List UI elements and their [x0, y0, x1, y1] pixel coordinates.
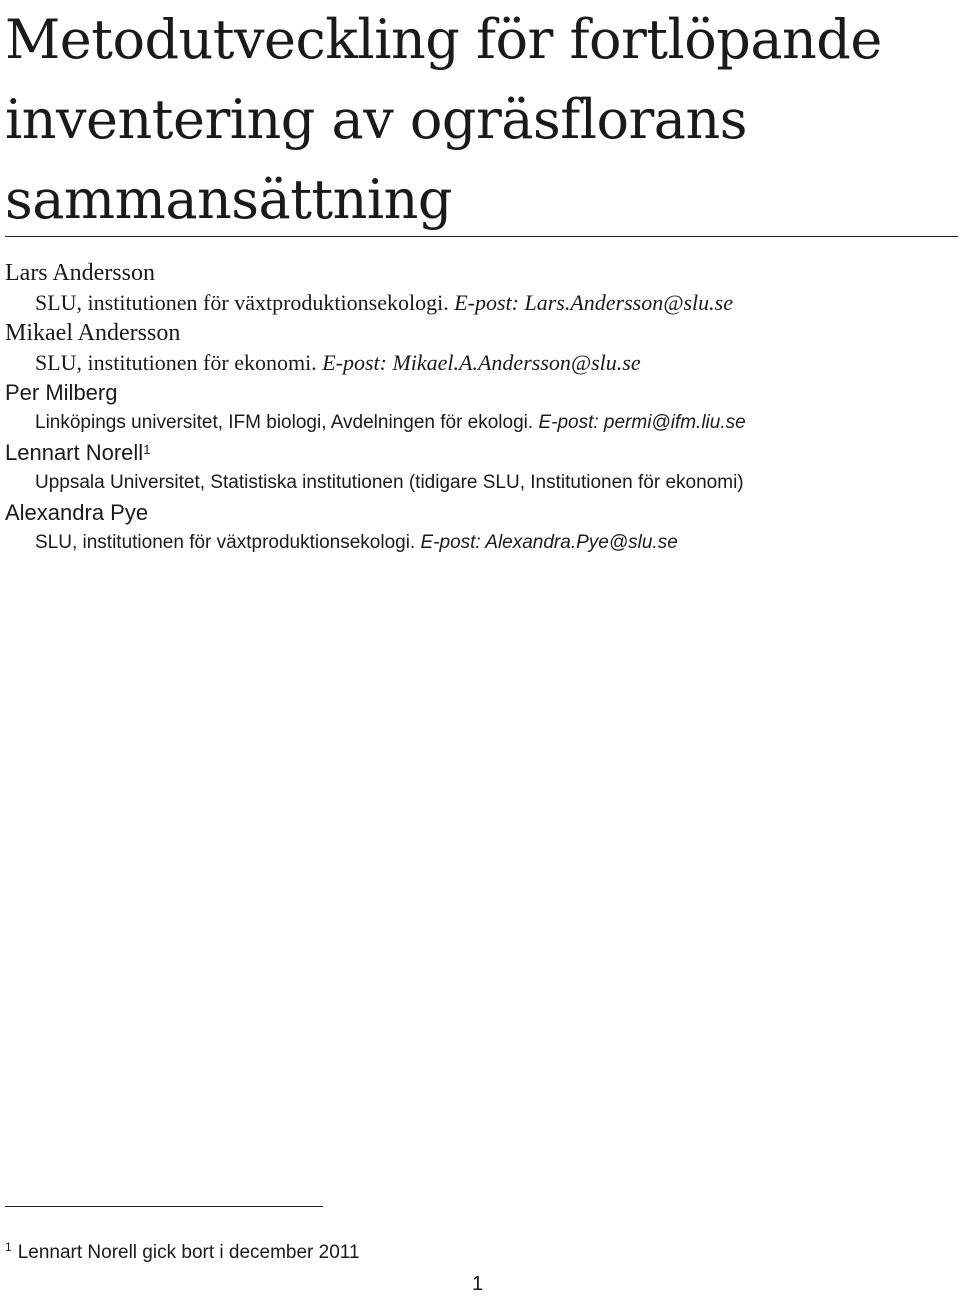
affiliation-text: Uppsala Universitet, Statistiska institutionen (tidigare SLU, Institutionen för ekonomi)	[35, 472, 744, 493]
author-entry	[5, 378, 960, 438]
author-affiliation	[5, 408, 960, 438]
footnote-text: Lennart Norell gick bort i december 2011	[17, 1242, 360, 1263]
affiliation-text: Linköpings universitet, IFM biologi, Avdelningen för ekologi.	[35, 412, 534, 433]
page-number: 1	[472, 1273, 484, 1295]
author-affiliation	[5, 528, 960, 558]
author-email[interactable]: E-post: Alexandra.Pye@slu.se	[420, 532, 678, 553]
author-entry	[5, 318, 960, 378]
author-entry	[5, 258, 960, 318]
affiliation-text: SLU, institutionen för växtproduktionsekologi.	[35, 532, 416, 553]
footnote-mark: 1	[5, 1240, 12, 1254]
title-line: Metodutveckling för fortlöpande	[5, 8, 882, 71]
affiliation-text: SLU, institutionen för ekonomi.	[35, 350, 317, 375]
author-email[interactable]: E-post: Lars.Andersson@slu.se	[454, 290, 733, 315]
author-name: Per Milberg	[5, 380, 118, 405]
author-name	[5, 438, 960, 468]
author-affiliation	[5, 288, 960, 318]
author-name: Mikael Andersson	[5, 320, 181, 346]
author-entry	[5, 498, 960, 558]
author-name: Alexandra Pye	[5, 500, 149, 525]
affiliation-text: SLU, institutionen för växtproduktionsekologi.	[35, 290, 449, 315]
title-divider	[5, 236, 958, 237]
author-entry	[5, 438, 960, 498]
author-list	[5, 258, 960, 558]
footnote-divider	[5, 1206, 323, 1207]
author-name-text: Lennart Norell	[5, 440, 144, 465]
author-name: Lars Andersson	[5, 260, 155, 286]
footnote	[5, 1240, 360, 1266]
title-line: inventering av ogräsflorans	[5, 88, 747, 151]
author-email[interactable]: E-post: Mikael.A.Andersson@slu.se	[322, 350, 641, 375]
title-line: sammansättning	[5, 168, 452, 231]
author-affiliation	[5, 468, 960, 498]
author-affiliation	[5, 348, 960, 378]
author-email[interactable]: E-post: permi@ifm.liu.se	[538, 412, 746, 433]
footnote-reference[interactable]: 1	[143, 442, 151, 457]
document-title	[5, 0, 882, 240]
